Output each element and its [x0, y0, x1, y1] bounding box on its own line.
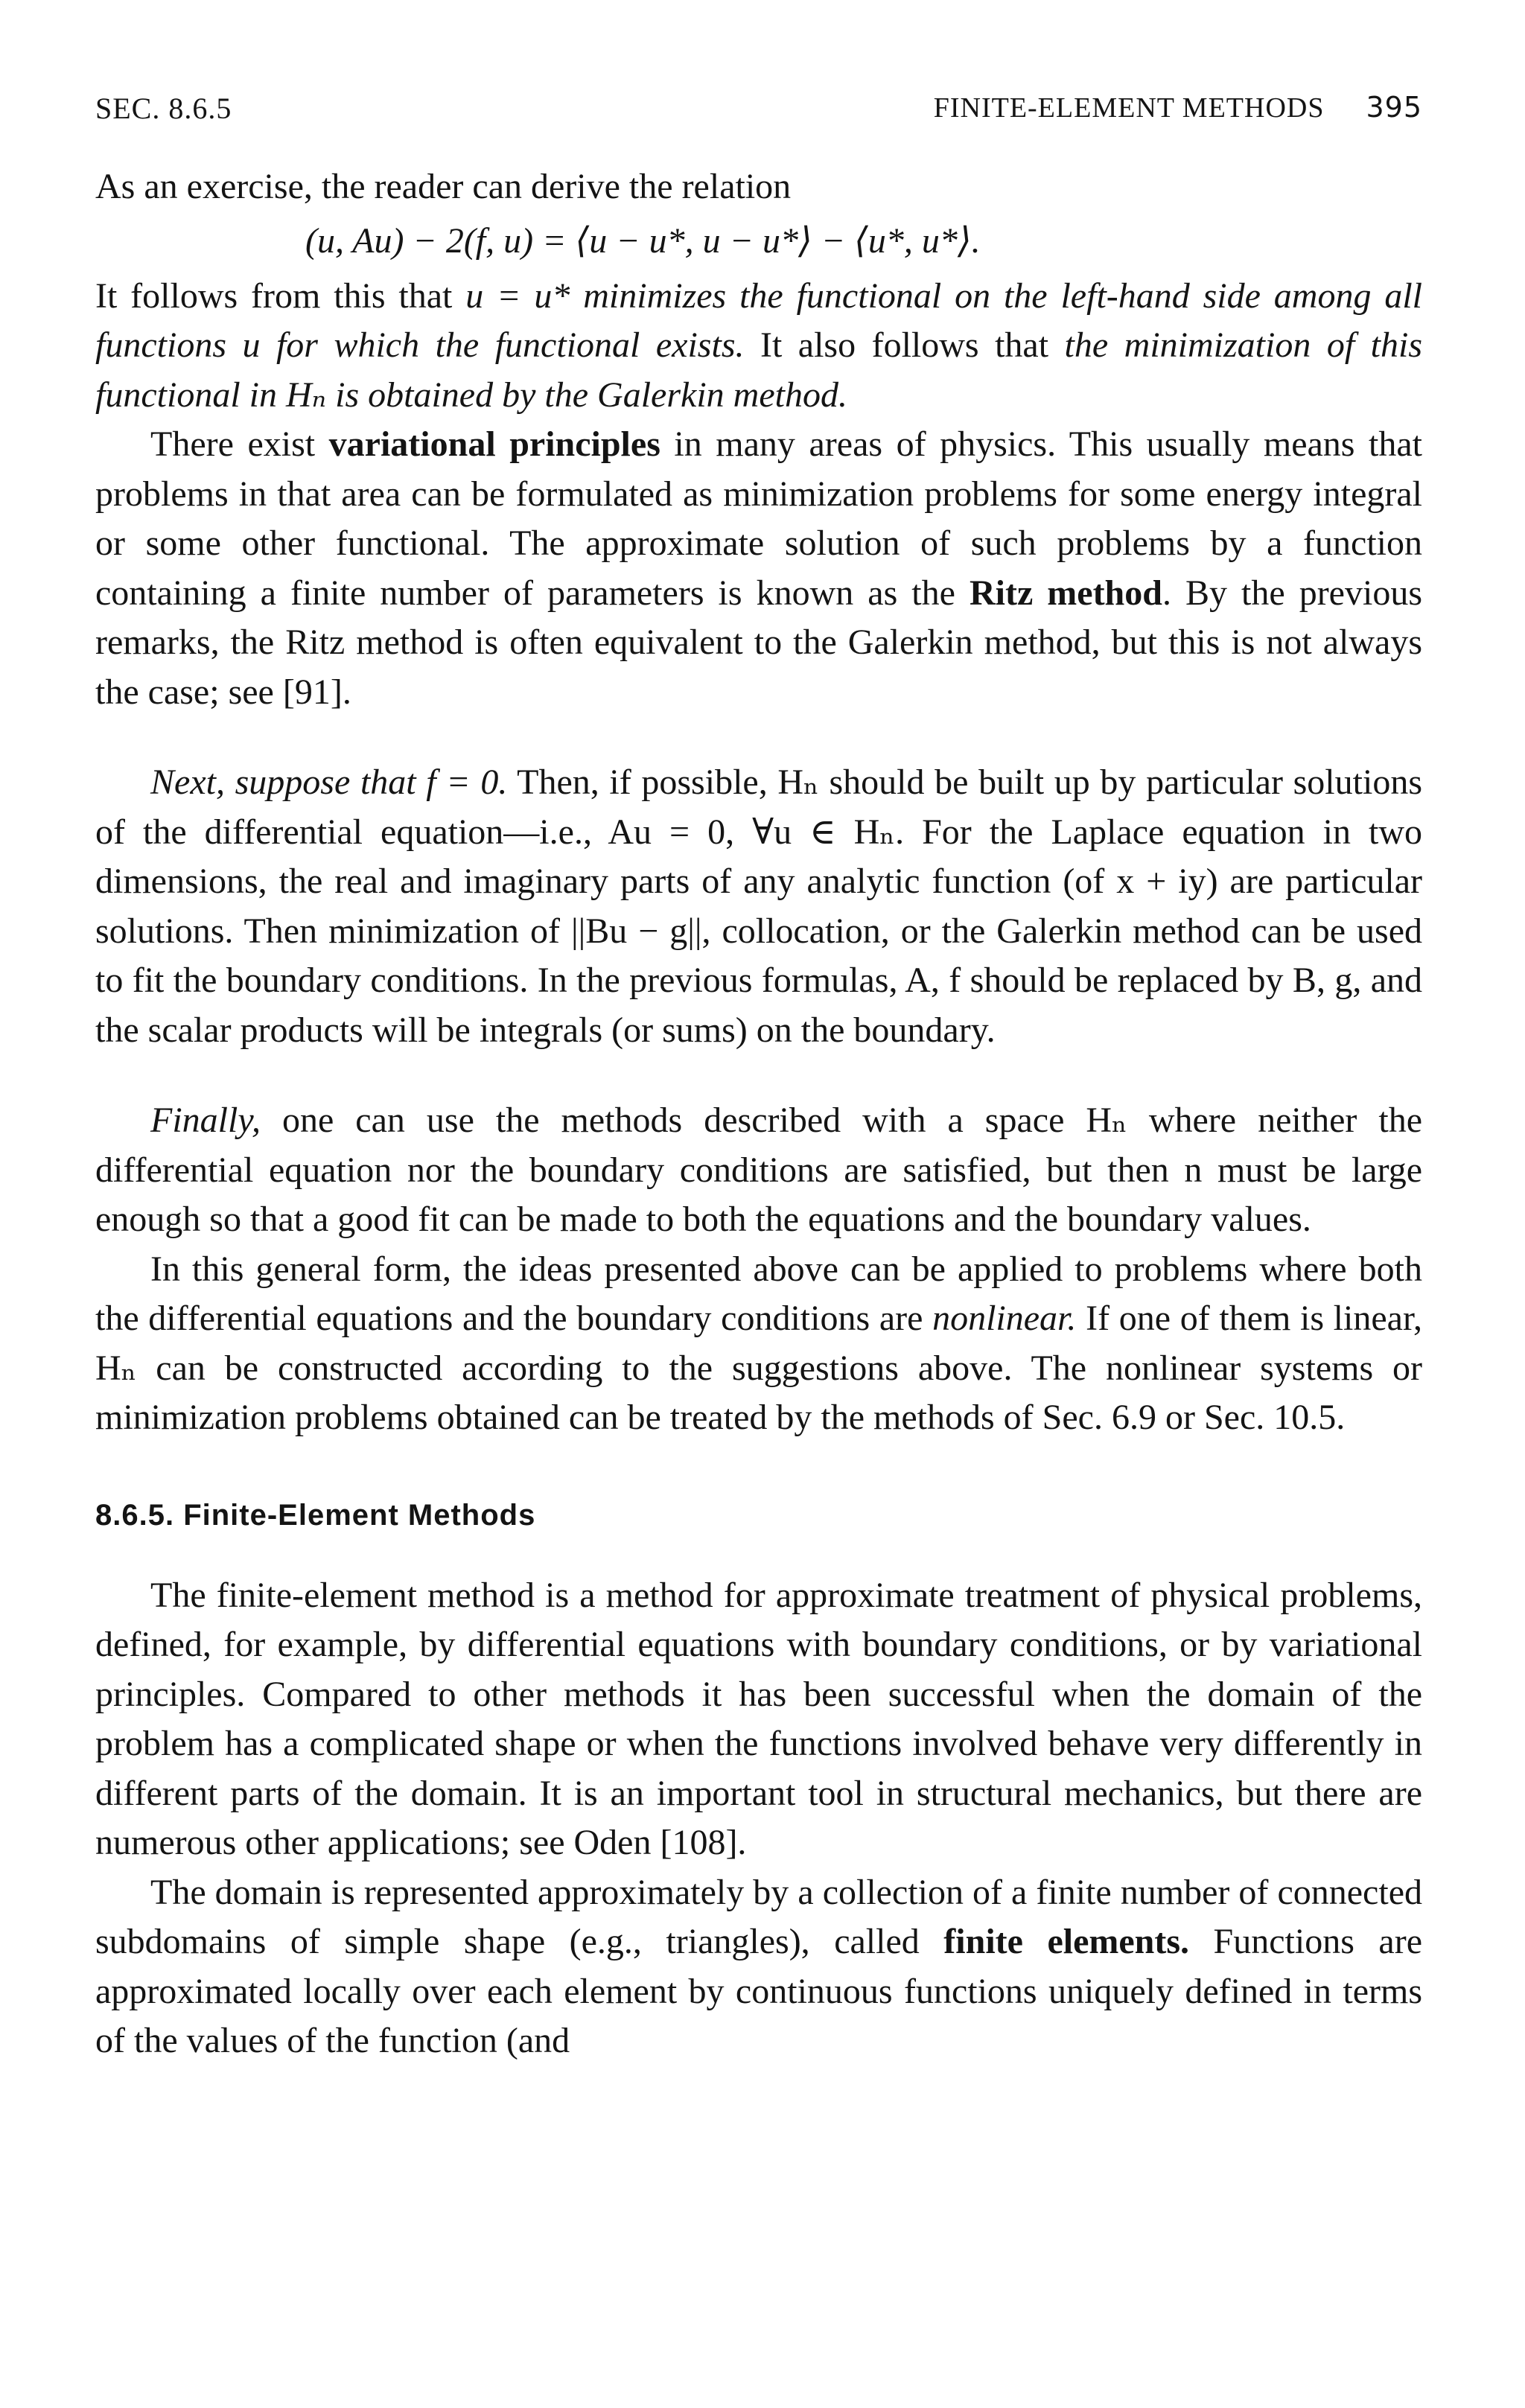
- text-run: one can use the methods described with a space Hₙ where neither the differential equation nor the boundary conditions are satisfied, but then n must be large enough so that a good fit can be made to both the equations and the boundary values.: [95, 1101, 1422, 1239]
- book-page: [95, 74, 1422, 2066]
- italic-statement: u = u* minimizes the functional on the left-hand side among all functions u for which the functional exists.: [95, 275, 1423, 365]
- italic-lead: Next, suppose that f = 0.: [150, 762, 508, 802]
- italic-term: nonlinear.: [932, 1299, 1077, 1338]
- text-run: It also follows that: [744, 325, 1065, 365]
- text-run: In this general form, the ideas presented above can be applied to problems where both the differential equations and the boundary conditions are: [95, 1249, 1422, 1338]
- paragraph-next-suppose: [95, 758, 1422, 1055]
- page-number: 395: [1366, 91, 1422, 124]
- section-heading: 8.6.5. Finite-Element Methods: [95, 1498, 536, 1532]
- paragraph-variational-principles: [95, 420, 1422, 717]
- text-run: in many areas of physics. This usually means that problems in that area can be formulated as minimization problems for some energy integral or some other functional. The approximate solution of such problems by a function containing a finite number of parameters is known as the: [95, 424, 1422, 613]
- paragraph-minimization: [95, 272, 1422, 421]
- intro-paragraph: As an exercise, the reader can derive the relation: [95, 167, 792, 206]
- running-head: [95, 74, 1422, 125]
- paragraph-fem-intro: The finite-element method is a method for approximate treatment of physical problems, defined, for example, by differential equations with boundary conditions, or by variational principles. Compared to other methods it has been successful when the domain of the problem has a complicated shape or when the functions involved behave very differently in different parts of the domain. It is an important tool in structural mechanics, but there are numerous other applications; see Oden [108].: [95, 1575, 1422, 1862]
- text-run: It follows from this that: [95, 275, 466, 316]
- text-run: Then, if possible, Hₙ should be built up by particular solutions of the differential equation—i.e., Au = 0, ∀u ∈ Hₙ. For the Laplace equation in two dimensions, the real and imaginary parts of any analytic function (of x + iy) are particular solutions. Then minimization of ||Bu − g||, collocation, or the Galerkin method can be used to fit the boundary conditions. In the previous formulas, A, f should be replaced by B, g, and the scalar products will be integrals (or sums) on the boundary.: [95, 762, 1422, 1050]
- bold-term: variational principles: [328, 424, 660, 464]
- text-run: If one of them is linear, Hₙ can be constructed according to the suggestions above. The nonlinear systems or minimization problems obtained can be treated by the methods of Sec. 6.9 or Sec. 10.5.: [95, 1299, 1422, 1437]
- paragraph-fem-domain: [95, 1868, 1422, 2066]
- italic-statement: the minimization of this functional in Hₙ is obtained by the Galerkin method.: [95, 325, 1423, 415]
- running-title: [934, 91, 1422, 124]
- italic-lead: Finally,: [150, 1101, 261, 1140]
- bold-term: finite elements.: [943, 1922, 1190, 1961]
- text-run: There exist: [150, 424, 329, 464]
- text-run: . By the previous remarks, the Ritz method is often equivalent to the Galerkin method, but this is not always the case; see [91].: [95, 573, 1423, 712]
- text-run: Functions are approximated locally over each element by continuous functions uniquely defined in terms of the values of the function (and: [95, 1922, 1423, 2060]
- bold-term: Ritz method: [969, 573, 1162, 613]
- paragraph-general-form: [95, 1245, 1422, 1443]
- paragraph-finally: [95, 1096, 1422, 1245]
- section-number: SEC. 8.6.5: [95, 92, 232, 125]
- display-equation: (u, Au) − 2(f, u) = ⟨u − u*, u − u*⟩ − ⟨u*, u*⟩.: [305, 220, 981, 261]
- chapter-title: FINITE-ELEMENT METHODS: [933, 92, 1325, 124]
- text-run: The domain is represented approximately by a collection of a finite number of connected subdomains of simple shape (e.g., triangles), called: [95, 1872, 1422, 1961]
